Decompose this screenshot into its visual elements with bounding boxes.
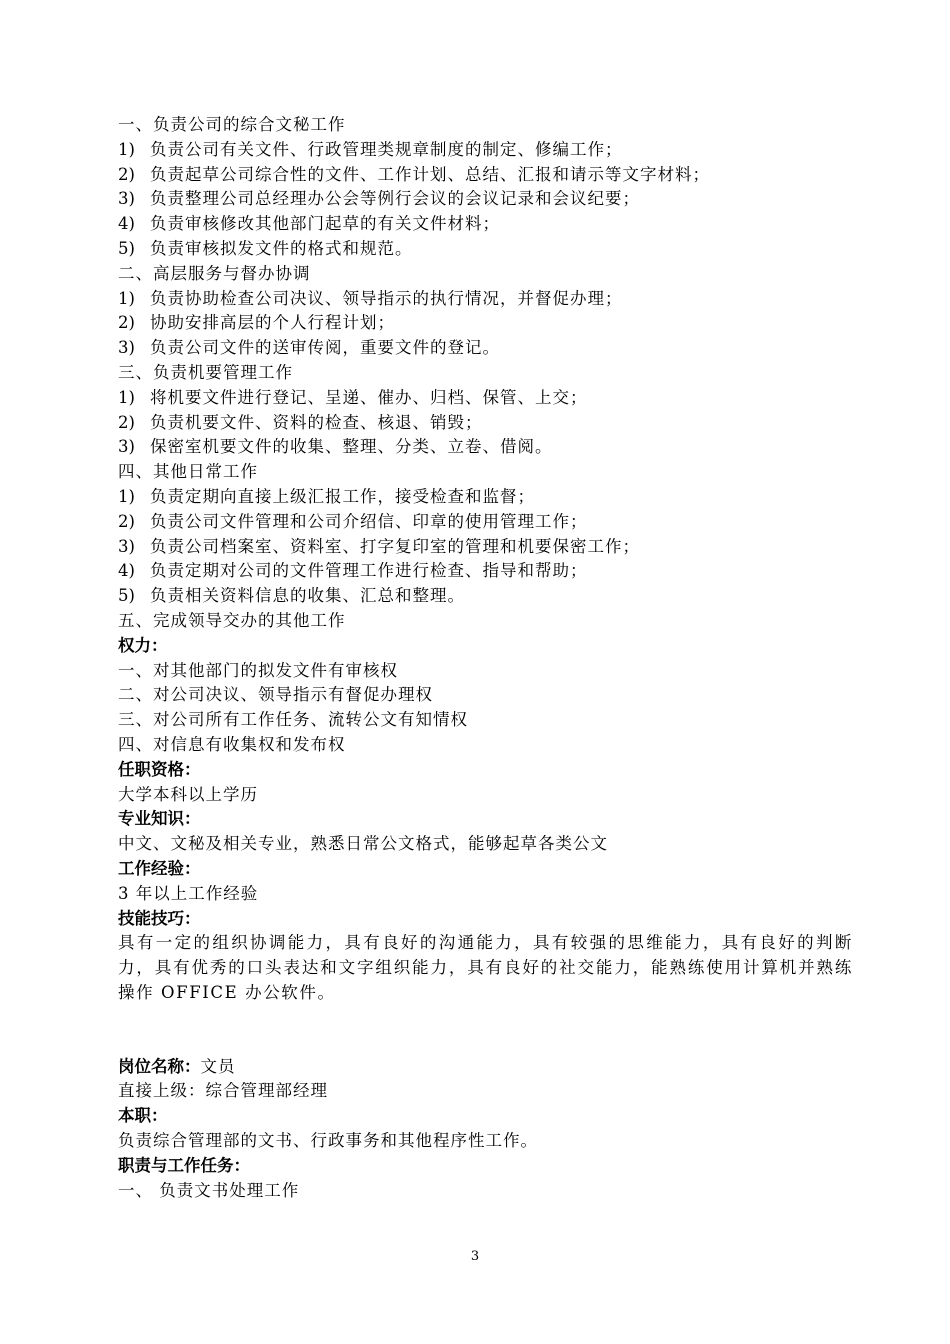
list-item-text: 负责起草公司综合性的文件、工作计划、总结、汇报和请示等文字材料；: [150, 164, 710, 184]
list-item: [118, 584, 853, 609]
power-item: 四、对信息有收集权和发布权: [118, 734, 346, 754]
list-item-text: 负责公司档案室、资料室、打字复印室的管理和机要保密工作；: [150, 536, 640, 556]
powers-heading: 权力：: [118, 635, 168, 655]
list-item: [118, 435, 853, 460]
first-task: 一、 负责文书处理工作: [118, 1180, 300, 1200]
section-title: 二、高层服务与督办协调: [118, 263, 311, 283]
list-item-text: 负责定期对公司的文件管理工作进行检查、指导和帮助；: [150, 561, 588, 581]
power-item: 二、对公司决议、领导指示有督促办理权: [118, 685, 433, 705]
section-title: 四、其他日常工作: [118, 462, 258, 482]
list-item-number: 3): [118, 189, 135, 209]
duty-text: 负责综合管理部的文书、行政事务和其他程序性工作。: [118, 1131, 538, 1151]
list-item: [118, 485, 853, 510]
power-item: 三、对公司所有工作任务、流转公文有知情权: [118, 710, 468, 730]
list-item-number: 5): [118, 586, 135, 606]
list-item: [118, 187, 853, 212]
list-item-number: 4): [118, 214, 135, 234]
list-item-text: 负责机要文件、资料的检查、核退、销毁；: [150, 412, 483, 432]
list-item: [118, 386, 853, 411]
list-item-text: 负责相关资料信息的收集、汇总和整理。: [150, 586, 465, 606]
section-gap: [118, 1006, 853, 1055]
position-name-value: 文员: [200, 1056, 236, 1076]
list-item-number: 3): [118, 437, 135, 457]
list-item: [118, 336, 853, 361]
list-item-text: 负责公司有关文件、行政管理类规章制度的制定、修编工作；: [150, 139, 623, 159]
knowledge-heading: 专业知识：: [118, 809, 201, 829]
page-number: 3: [470, 1249, 480, 1264]
list-item-number: 1): [118, 387, 135, 407]
list-item: [118, 163, 853, 188]
list-item-number: 5): [118, 238, 135, 258]
page-content: [118, 113, 853, 1203]
list-item-number: 2): [118, 412, 135, 432]
list-item-number: 2): [118, 164, 135, 184]
list-item: [118, 287, 853, 312]
qualification-heading: 任职资格：: [118, 759, 201, 779]
list-item-text: 负责公司文件的送审传阅，重要文件的登记。: [150, 338, 500, 358]
list-item-text: 负责审核拟发文件的格式和规范。: [150, 238, 413, 258]
position-name-label: 岗位名称：: [118, 1056, 201, 1076]
powers-list: [118, 659, 853, 758]
list-item-text: 负责协助检查公司决议、领导指示的执行情况，并督促办理；: [150, 288, 623, 308]
skills-text: 具有一定的组织协调能力，具有良好的沟通能力，具有较强的思维能力，具有良好的判断力，具有优秀的口头表达和文字组织能力，具有良好的社交能力，能熟练使用计算机并熟练操作 OFFICE 办公软件。: [118, 933, 853, 1002]
list-item: [118, 535, 853, 560]
tasks-heading: 职责与工作任务：: [118, 1155, 250, 1175]
duties-sections: [118, 113, 853, 634]
section-title: 一、负责公司的综合文秘工作: [118, 115, 346, 134]
list-item-number: 1): [118, 486, 135, 506]
list-item-number: 2): [118, 313, 135, 333]
list-item-text: 负责定期向直接上级汇报工作，接受检查和监督；: [150, 486, 535, 506]
power-item: 一、对其他部门的拟发文件有审核权: [118, 660, 398, 680]
list-item: [118, 411, 853, 436]
position-name-line: [118, 1055, 853, 1080]
list-item-number: 4): [118, 561, 135, 581]
list-item-number: 3): [118, 536, 135, 556]
qualification-text: 大学本科以上学历: [118, 784, 258, 804]
duty-heading: 本职：: [118, 1106, 168, 1126]
list-item: [118, 138, 853, 163]
knowledge-text: 中文、文秘及相关专业，熟悉日常公文格式，能够起草各类公文: [118, 834, 608, 854]
direct-superior: 直接上级：综合管理部经理: [118, 1081, 328, 1101]
section-title: 三、负责机要管理工作: [118, 362, 293, 382]
list-item: [118, 559, 853, 584]
list-item-number: 3): [118, 338, 135, 358]
list-item: [118, 311, 853, 336]
list-item-text: 负责公司文件管理和公司介绍信、印章的使用管理工作；: [150, 511, 588, 531]
experience-text: 3 年以上工作经验: [118, 883, 259, 903]
experience-heading: 工作经验：: [118, 858, 201, 878]
list-item-number: 1): [118, 139, 135, 159]
list-item-text: 负责审核修改其他部门起草的有关文件材料；: [150, 214, 500, 234]
list-item-text: 协助安排高层的个人行程计划；: [150, 313, 395, 333]
list-item: [118, 212, 853, 237]
section-title: 五、完成领导交办的其他工作: [118, 610, 346, 630]
list-item-text: 负责整理公司总经理办公会等例行会议的会议记录和会议纪要；: [150, 189, 640, 209]
list-item-text: 将机要文件进行登记、呈递、催办、归档、保管、上交；: [150, 387, 588, 407]
list-item-number: 1): [118, 288, 135, 308]
skills-heading: 技能技巧：: [118, 908, 201, 928]
list-item-number: 2): [118, 511, 135, 531]
list-item-text: 保密室机要文件的收集、整理、分类、立卷、借阅。: [150, 437, 553, 457]
list-item: [118, 237, 853, 262]
list-item: [118, 510, 853, 535]
